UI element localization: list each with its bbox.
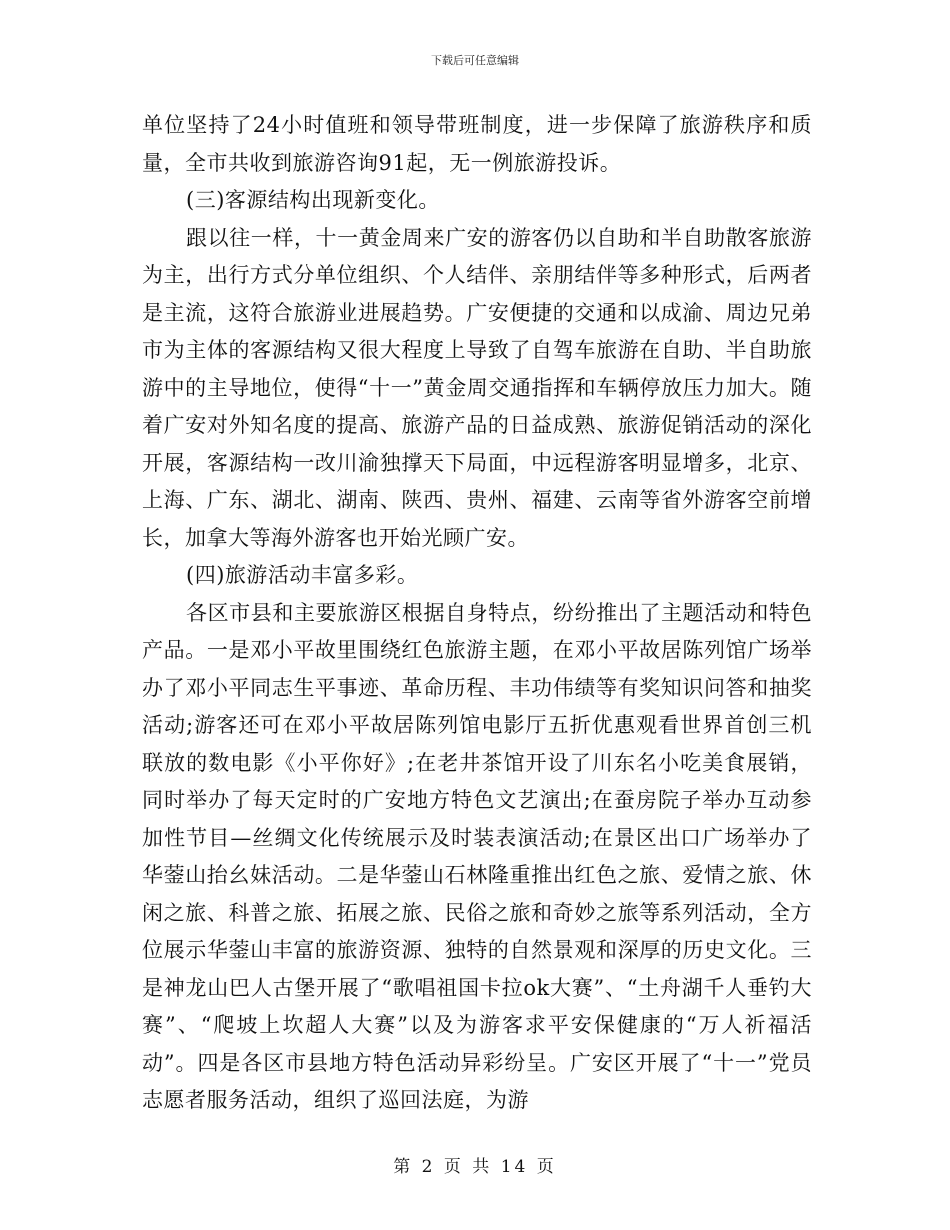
document-body <box>142 107 812 1120</box>
page-number: 第 2 页 共 14 页 <box>393 1157 557 1177</box>
paragraph-visitor-structure: 跟以往一样，十一黄金周来广安的游客仍以自助和半自助散客旅游为主，出行方式分单位组织、个人结伴、亲朋结伴等多种形式，后两者是主流，这符合旅游业进展趋势。广安便捷的交通和以成渝、周边兄弟市为主体的客源结构又很大程度上导致了自驾车旅游在自助、半自助旅游中的主导地位，使得“十一”黄金周交通指挥和车辆停放压力加大。随着广安对外知名度的提高、旅游产品的日益成熟、旅游促销活动的深化开展，客源结构一改川渝独撑天下局面，中远程游客明显增多，北京、上海、广东、湖北、湖南、陕西、贵州、福建、云南等省外游客空前增长，加拿大等海外游客也开始光顾广安。 <box>142 225 812 550</box>
paragraph-activities: 各区市县和主要旅游区根据自身特点，纷纷推出了主题活动和特色产品。一是邓小平故里围绕红色旅游主题，在邓小平故居陈列馆广场举办了邓小平同志生平事迹、革命历程、丰功伟绩等有奖知识问答和抽奖活动;游客还可在邓小平故居陈列馆电影厅五折优惠观看世界首创三机联放的数电影《小平你好》;在老井茶馆开设了川东名小吃美食展销，同时举办了每天定时的广安地方特色文艺演出;在蚕房院子举办互动参加性节目—丝绸文化传统展示及时装表演活动;在景区出口广场举办了华蓥山抬幺妹活动。二是华蓥山石林隆重推出红色之旅、爱情之旅、休闲之旅、科普之旅、拓展之旅、民俗之旅和奇妙之旅等系列活动，全方位展示华蓥山丰富的旅游资源、独特的自然景观和深厚的历史文化。三是神龙山巴人古堡开展了“歌唱祖国卡拉ok大赛”、“土舟湖千人垂钓大赛”、“爬坡上坎超人大赛”以及为游客求平安保健康的“万人祈福活动”。四是各区市县地方特色活动异彩纷呈。广安区开展了“十一”党员志愿者服务活动，组织了巡回法庭，为游 <box>142 600 812 1112</box>
section-heading-3: (三)客源结构出现新变化。 <box>186 188 440 212</box>
paragraph-continuation: 单位坚持了24小时值班和领导带班制度，进一步保障了旅游秩序和质量，全市共收到旅游咨询91起，无一例旅游投诉。 <box>142 113 812 175</box>
section-heading-4: (四)旅游活动丰富多彩。 <box>186 563 419 587</box>
page-header: 下载后可任意编辑 <box>431 54 519 67</box>
